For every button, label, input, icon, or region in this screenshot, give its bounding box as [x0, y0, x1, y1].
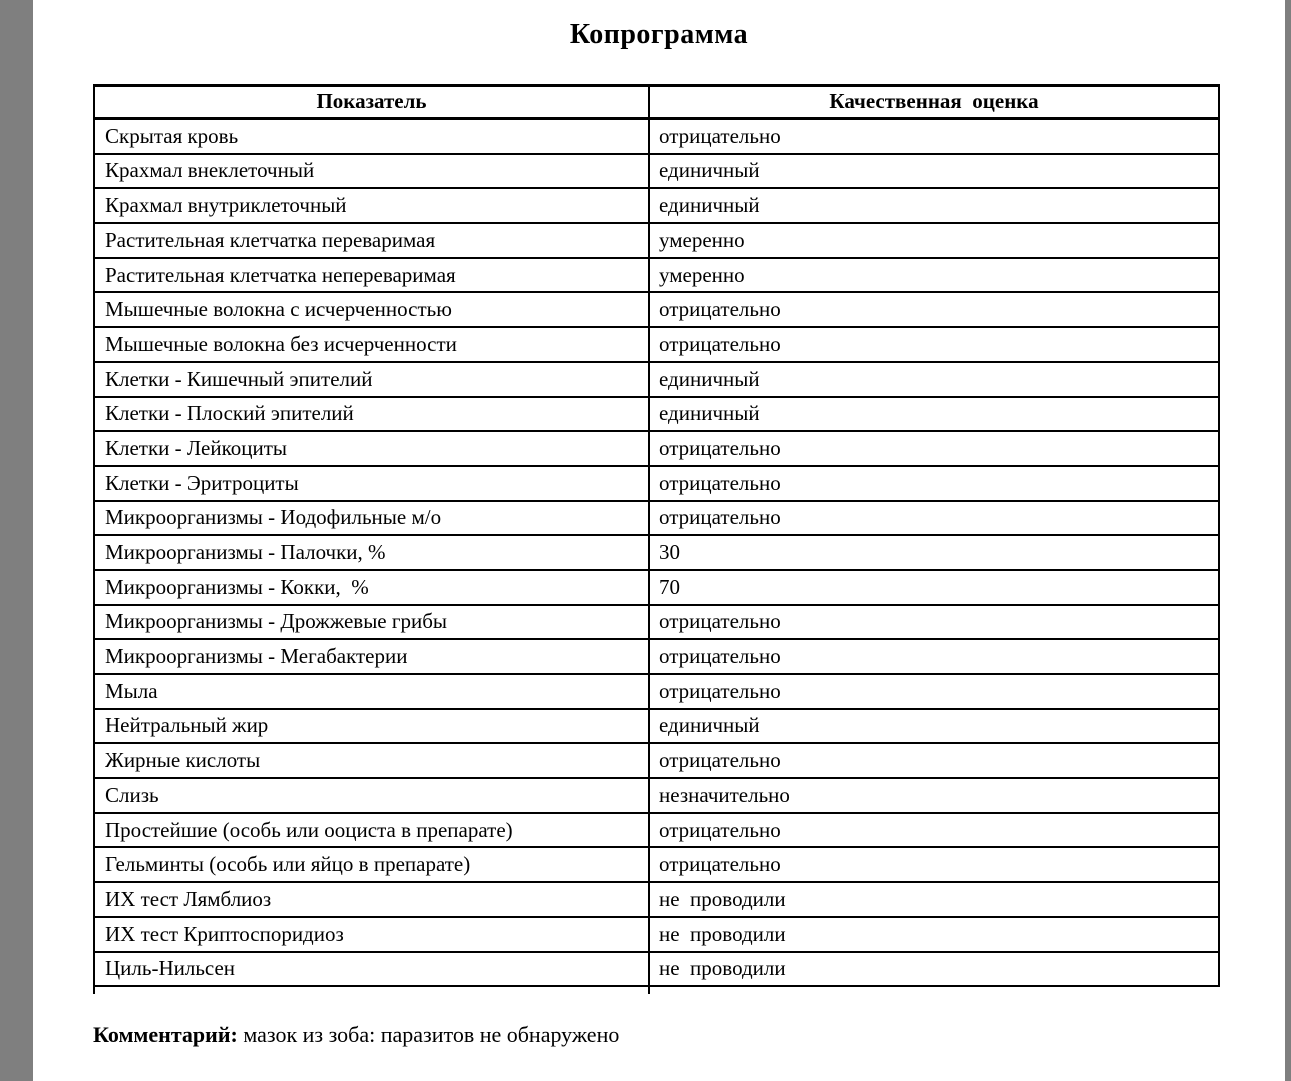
value-cell: единичный — [649, 709, 1219, 744]
value-cell: не проводили — [649, 952, 1219, 987]
table-row — [94, 709, 1219, 744]
table-row — [94, 847, 1219, 882]
indicator-cell: ИХ тест Лямблиоз — [94, 882, 649, 917]
value-cell: не проводили — [649, 882, 1219, 917]
indicator-cell: Микроорганизмы - Кокки, % — [94, 570, 649, 605]
indicator-cell: Мыла — [94, 674, 649, 709]
table-row — [94, 188, 1219, 223]
indicator-cell: Мышечные волокна без исчерченности — [94, 327, 649, 362]
indicator-cell: Клетки - Лейкоциты — [94, 431, 649, 466]
table-row — [94, 743, 1219, 778]
indicator-cell: Растительная клетчатка переваримая — [94, 223, 649, 258]
value-cell: единичный — [649, 397, 1219, 432]
value-cell: единичный — [649, 154, 1219, 189]
table-row — [94, 535, 1219, 570]
column-header-indicator: Показатель — [94, 86, 649, 119]
indicator-cell: ИХ тест Криптоспоридиоз — [94, 917, 649, 952]
value-cell: отрицательно — [649, 119, 1219, 154]
indicator-cell: Микроорганизмы - Палочки, % — [94, 535, 649, 570]
table-border-tail-left — [93, 985, 95, 994]
indicator-cell: Простейшие (особь или ооциста в препарате) — [94, 813, 649, 848]
indicator-cell: Нейтральный жир — [94, 709, 649, 744]
results-table — [93, 84, 1220, 987]
indicator-cell: Крахмал внутриклеточный — [94, 188, 649, 223]
table-row — [94, 154, 1219, 189]
table-row — [94, 952, 1219, 987]
indicator-cell: Жирные кислоты — [94, 743, 649, 778]
value-cell: отрицательно — [649, 466, 1219, 501]
value-cell: отрицательно — [649, 327, 1219, 362]
table-row — [94, 362, 1219, 397]
value-cell: отрицательно — [649, 431, 1219, 466]
table-row — [94, 223, 1219, 258]
table-row — [94, 119, 1219, 154]
value-cell: отрицательно — [649, 605, 1219, 640]
column-header-assessment: Качественная оценка — [649, 86, 1219, 119]
value-cell: отрицательно — [649, 674, 1219, 709]
document-title: Копрограмма — [569, 19, 749, 50]
value-cell: отрицательно — [649, 292, 1219, 327]
indicator-cell: Микроорганизмы - Мегабактерии — [94, 639, 649, 674]
table-row — [94, 778, 1219, 813]
indicator-cell: Клетки - Эритроциты — [94, 466, 649, 501]
value-cell: отрицательно — [649, 813, 1219, 848]
table-row — [94, 292, 1219, 327]
value-cell: не проводили — [649, 917, 1219, 952]
comment-label: Комментарий: — [93, 1022, 238, 1047]
value-cell: незначительно — [649, 778, 1219, 813]
value-cell: 70 — [649, 570, 1219, 605]
indicator-cell: Клетки - Плоский эпителий — [94, 397, 649, 432]
indicator-cell: Циль-Нильсен — [94, 952, 649, 987]
value-cell: 30 — [649, 535, 1219, 570]
table-row — [94, 397, 1219, 432]
table-border-tail-middle — [648, 985, 650, 994]
indicator-cell: Крахмал внеклеточный — [94, 154, 649, 189]
indicator-cell: Растительная клетчатка непереваримая — [94, 258, 649, 293]
value-cell: единичный — [649, 362, 1219, 397]
table-row — [94, 605, 1219, 640]
comment-line — [93, 1022, 619, 1048]
value-cell: единичный — [649, 188, 1219, 223]
indicator-cell: Мышечные волокна с исчерченностью — [94, 292, 649, 327]
comment-text: мазок из зоба: паразитов не обнаружено — [237, 1022, 620, 1047]
value-cell: отрицательно — [649, 501, 1219, 536]
table-row — [94, 917, 1219, 952]
value-cell: отрицательно — [649, 639, 1219, 674]
page-edge-right — [1285, 0, 1291, 1081]
table-row — [94, 639, 1219, 674]
value-cell: отрицательно — [649, 847, 1219, 882]
indicator-cell: Микроорганизмы - Дрожжевые грибы — [94, 605, 649, 640]
table-row — [94, 431, 1219, 466]
table-row — [94, 882, 1219, 917]
indicator-cell: Клетки - Кишечный эпителий — [94, 362, 649, 397]
value-cell: умеренно — [649, 258, 1219, 293]
table-row — [94, 674, 1219, 709]
indicator-cell: Гельминты (особь или яйцо в препарате) — [94, 847, 649, 882]
table-row — [94, 466, 1219, 501]
value-cell: умеренно — [649, 223, 1219, 258]
table-row — [94, 813, 1219, 848]
page-edge-left — [0, 0, 33, 1081]
table-row — [94, 570, 1219, 605]
value-cell: отрицательно — [649, 743, 1219, 778]
indicator-cell: Слизь — [94, 778, 649, 813]
indicator-cell: Скрытая кровь — [94, 119, 649, 154]
table-row — [94, 258, 1219, 293]
table-row — [94, 501, 1219, 536]
table-row — [94, 327, 1219, 362]
table-header-row — [94, 86, 1219, 119]
indicator-cell: Микроорганизмы - Иодофильные м/о — [94, 501, 649, 536]
